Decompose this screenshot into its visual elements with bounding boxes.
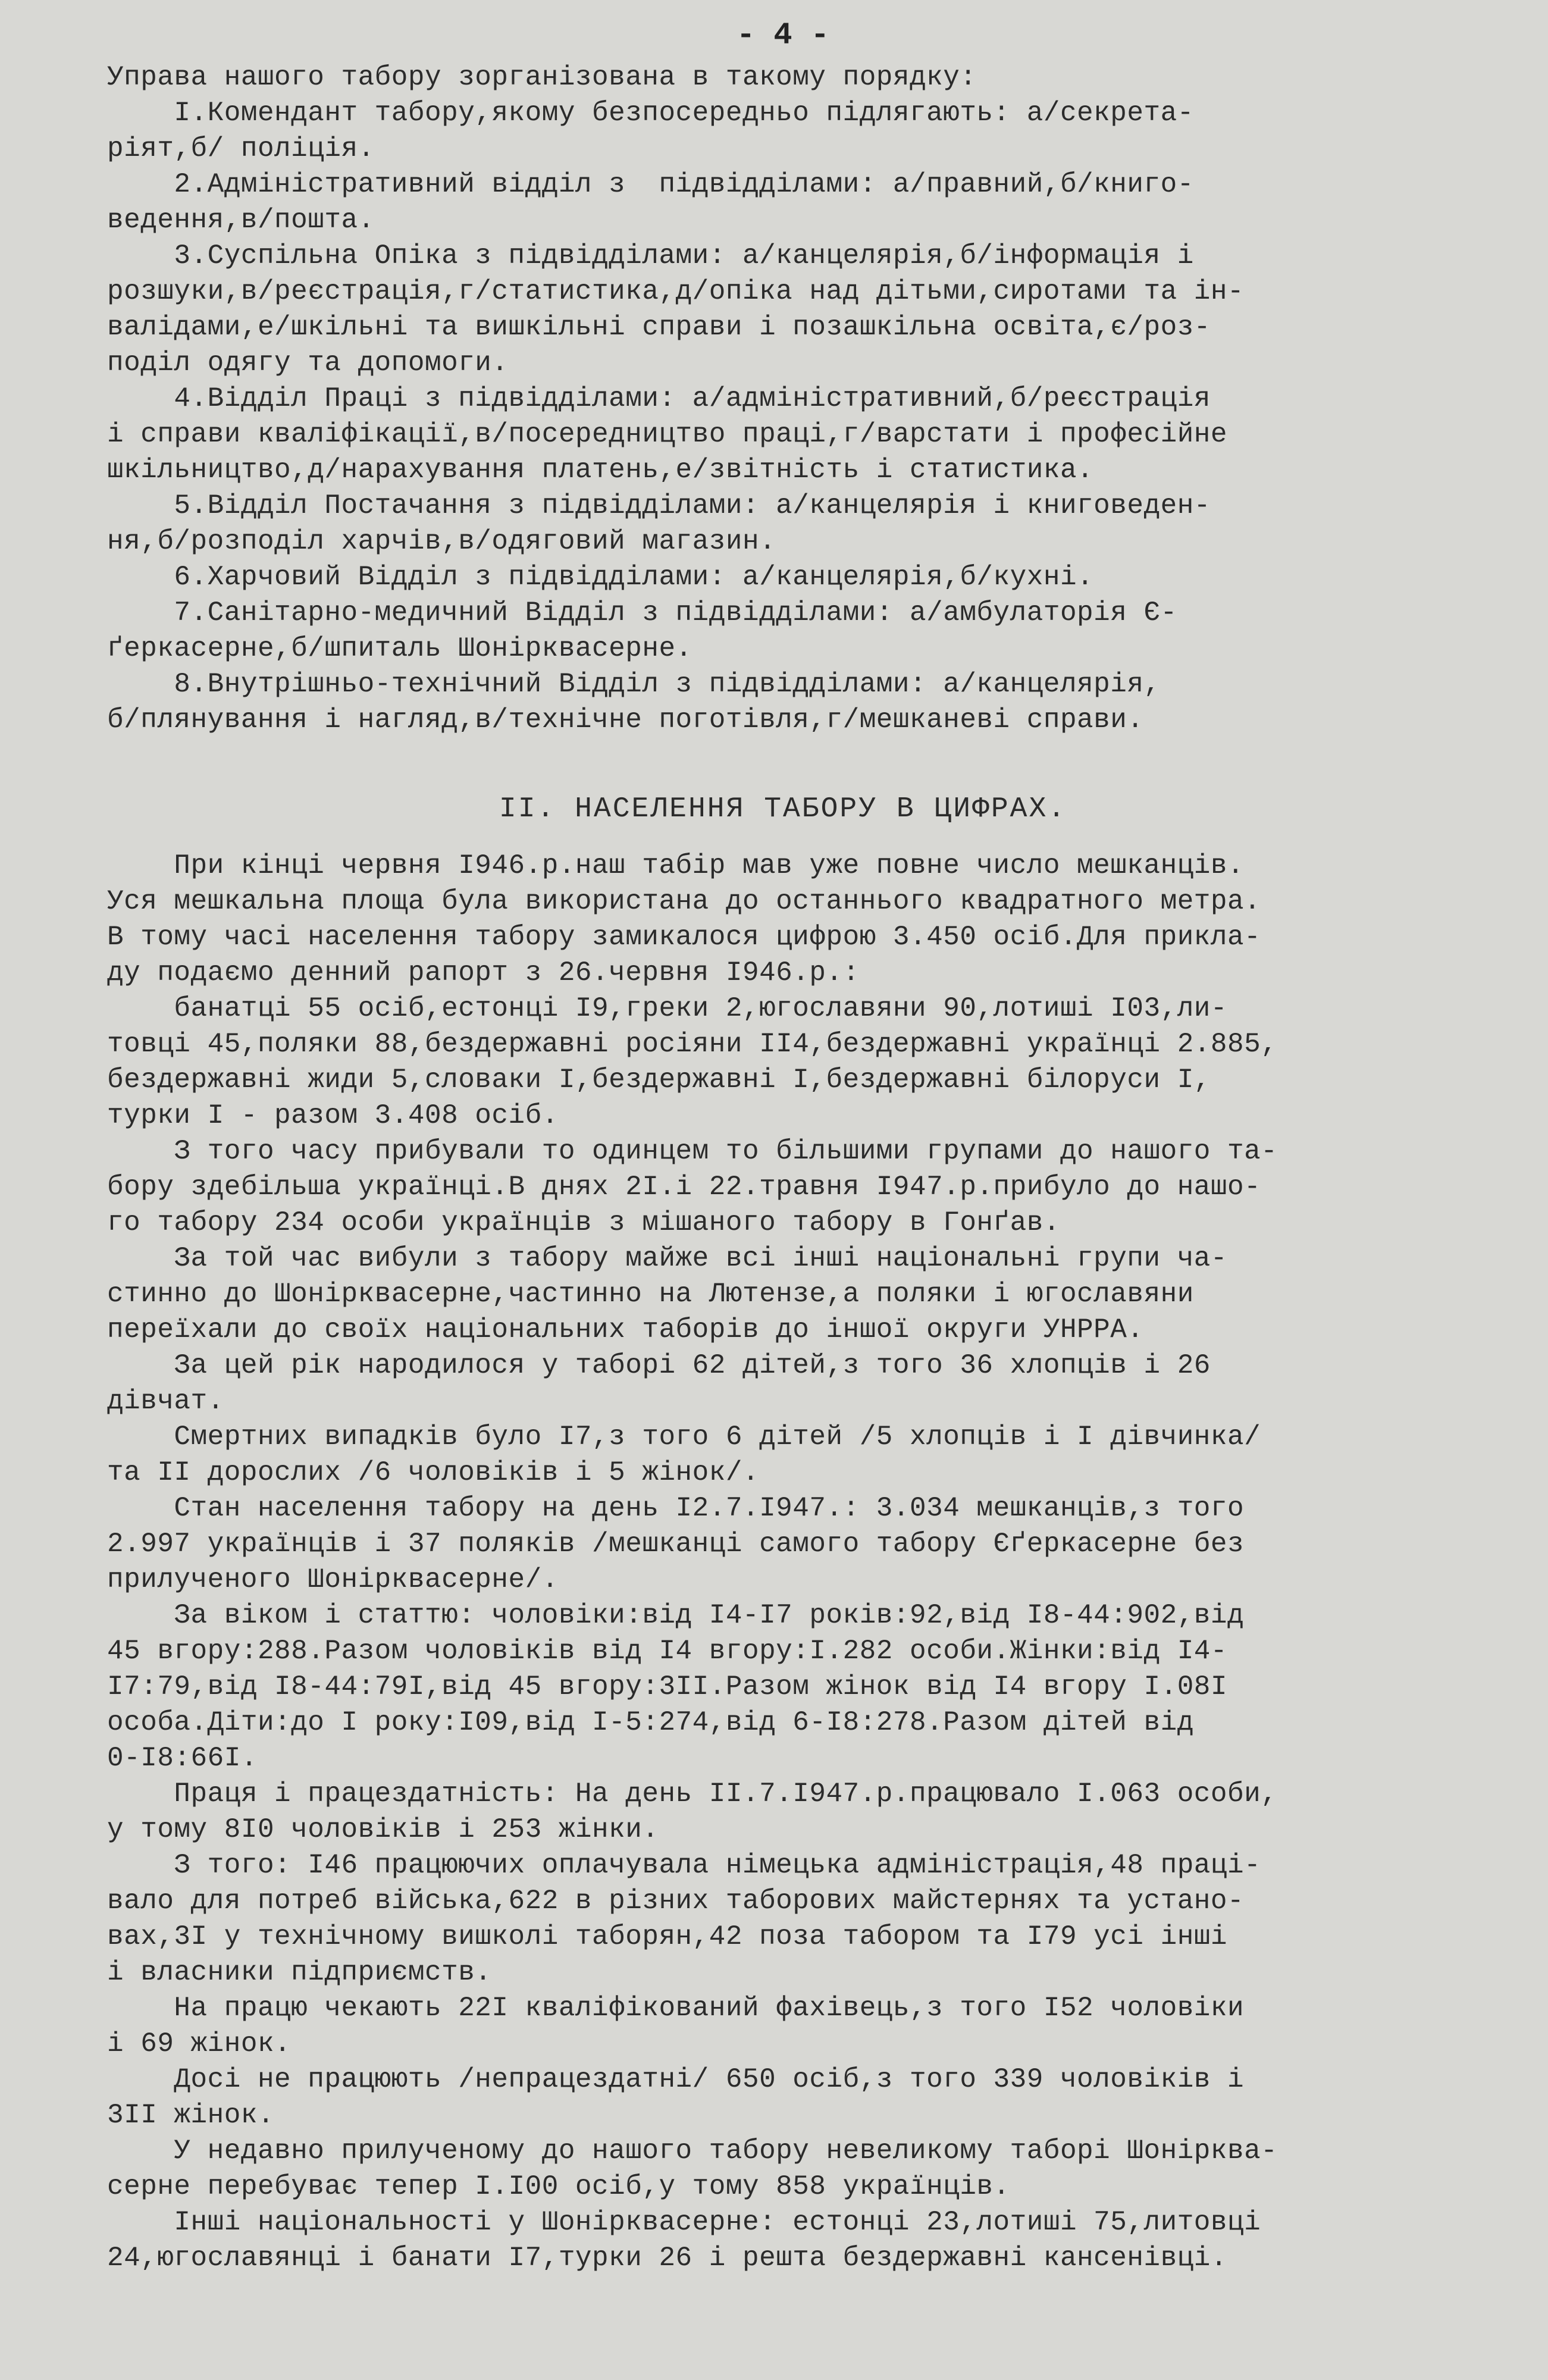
- text-line: І7:79,від І8-44:79І,від 45 вгору:3ІІ.Разом жінок від І4 вгору І.08І: [107, 1671, 1228, 1702]
- text-line: б/плянування і нагляд,в/технічне поготівля,г/мешканеві справи.: [107, 704, 1144, 735]
- text-line: За цей рік народилося у таборі 62 дітей,з того 36 хлопців і 26: [107, 1350, 1211, 1381]
- text-line: вало для потреб війська,622 в різних таборових майстернях та устано-: [107, 1886, 1245, 1916]
- text-line: 7.Санітарно-медичний Відділ з підвідділами: а/амбулаторія Є-: [107, 597, 1177, 628]
- text-line: Стан населення табору на день І2.7.І947.: 3.034 мешканців,з того: [107, 1493, 1245, 1524]
- text-line: валідами,е/шкільні та вишкільні справи і позашкільна освіта,є/роз-: [107, 312, 1211, 343]
- text-line: стинно до Шонірквасерне,частинно на Лютензе,а поляки і югославяни: [107, 1279, 1194, 1310]
- text-line: переїхали до своїх національних таборів до іншої округи УНРРА.: [107, 1314, 1144, 1345]
- text-line: ґеркасерне,б/шпиталь Шонірквасерне.: [107, 633, 692, 664]
- text-line: прилученого Шонірквасерне/.: [107, 1564, 559, 1595]
- text-line: Праця і працездатність: На день ІІ.7.І947.р.працювало І.063 особи,: [107, 1778, 1278, 1809]
- spacer: [107, 738, 1459, 788]
- text-line: При кінці червня І946.р.наш табір мав уже повне число мешканців.: [107, 850, 1245, 881]
- text-line: ведення,в/пошта.: [107, 205, 375, 236]
- text-line: товці 45,поляки 88,бездержавні росіяни ІІ4,бездержавні українці 2.885,: [107, 1029, 1278, 1060]
- text-line: З того часу прибували то одинцем то більшими групами до нашого та-: [107, 1136, 1278, 1167]
- text-line: 8.Внутрішньо-технічний Відділ з підвідділами: а/канцелярія,: [107, 669, 1161, 700]
- section-2-heading: II. НАСЕЛЕННЯ ТАБОРУ В ЦИФРАХ.: [499, 793, 1067, 825]
- text-line: 4.Відділ Праці з підвідділами: а/адміністративний,б/реєстрація: [107, 383, 1211, 414]
- spacer: [107, 830, 1459, 848]
- text-line: розшуки,в/реєстрація,г/статистика,д/опіка над дітьми,сиротами та ін-: [107, 276, 1245, 307]
- text-line: І.Комендант табору,якому безпосередньо підлягають: а/секрета-: [107, 98, 1194, 129]
- text-line: бездержавні жиди 5,словаки І,бездержавні І,бездержавні білоруси І,: [107, 1064, 1211, 1095]
- text-line: Інші національності у Шонірквасерне: естонці 23,лотиші 75,литовці: [107, 2207, 1261, 2238]
- text-line: За той час вибули з табору майже всі інші національні групи ча-: [107, 1243, 1228, 1274]
- page-number: - 4 -: [736, 18, 830, 53]
- text-line: особа.Діти:до І року:І09,від І-5:274,від 6-І8:278.Разом дітей від: [107, 1707, 1194, 1738]
- text-line: поділ одягу та допомоги.: [107, 347, 509, 378]
- text-line: бору здебільша українці.В днях 2І.і 22.травня І947.р.прибуло до нашо-: [107, 1172, 1261, 1202]
- text-line: За віком і статтю: чоловіки:від І4-І7 років:92,від І8-44:902,від: [107, 1600, 1245, 1631]
- text-line: у тому 8І0 чоловіків і 253 жінки.: [107, 1814, 659, 1845]
- text-line: го табору 234 особи українців з мішаного табору в Гонґав.: [107, 1207, 1060, 1238]
- text-line: 45 вгору:288.Разом чоловіків від І4 вгору:І.282 особи.Жінки:від І4-: [107, 1636, 1228, 1667]
- text-line: Уся мешкальна площа була використана до останнього квадратного метра.: [107, 886, 1261, 917]
- section-2-population: [107, 848, 1459, 2276]
- text-line: 3.Суспільна Опіка з підвідділами: а/канцелярія,б/інформація і: [107, 240, 1194, 271]
- text-line: У недавно прилученому до нашого табору невеликому таборі Шонірква-: [107, 2135, 1278, 2166]
- text-line: та ІІ дорослих /6 чоловіків і 5 жінок/.: [107, 1457, 760, 1488]
- text-line: ня,б/розподіл харчів,в/одяговий магазин.: [107, 526, 776, 557]
- text-line: 5.Відділ Постачання з підвідділами: а/канцелярія і книговеден-: [107, 490, 1211, 521]
- text-line: серне перебуває тепер І.І00 осіб,у тому 858 українців.: [107, 2171, 1010, 2202]
- text-line: Управа нашого табору зорганізована в такому порядку:: [107, 62, 977, 93]
- text-line: турки І - разом 3.408 осіб.: [107, 1100, 559, 1131]
- text-line: і справи кваліфікації,в/посередництво праці,г/варстати і професійне: [107, 419, 1228, 450]
- text-line: На працю чекають 22І кваліфікований фахівець,з того І52 чоловіки: [107, 1993, 1245, 2024]
- text-line: банатці 55 осіб,естонці І9,греки 2,югославяни 90,лотиші І03,ли-: [107, 993, 1228, 1024]
- text-line: вах,3І у технічному вишколі таборян,42 поза табором та І79 усі інші: [107, 1921, 1228, 1952]
- text-line: 2.997 українців і 37 поляків /мешканці самого табору Єґеркасерне без: [107, 1529, 1245, 1559]
- text-line: З того: І46 працюючих оплачувала німецька адміністрація,48 праці-: [107, 1850, 1261, 1881]
- text-line: ду подаємо денний рапорт з 26.червня І946.р.:: [107, 957, 860, 988]
- text-line: 0-І8:66І.: [107, 1743, 258, 1774]
- text-line: Досі не працюють /непрацездатні/ 650 осіб,з того 339 чоловіків і: [107, 2064, 1245, 2095]
- text-line: і 69 жінок.: [107, 2028, 292, 2059]
- text-line: 6.Харчовий Відділ з підвідділами: а/канцелярія,б/кухні.: [107, 562, 1094, 593]
- text-line: ріят,б/ поліція.: [107, 133, 375, 164]
- text-line: В тому часі населення табору замикалося цифрою 3.450 осіб.Для прикла-: [107, 922, 1261, 953]
- text-line: шкільництво,д/нарахування платень,е/звітність і статистика.: [107, 455, 1094, 486]
- text-line: Смертних випадків було І7,з того 6 дітей /5 хлопців і І дівчинка/: [107, 1421, 1261, 1452]
- text-line: 24,югославянці і банати І7,турки 26 і решта бездержавні кансенівці.: [107, 2243, 1228, 2273]
- section-1-organization: [107, 60, 1459, 738]
- text-line: дівчат.: [107, 1386, 224, 1417]
- text-line: 2.Адміністративний відділ з підвідділами: а/правний,б/книго-: [107, 169, 1194, 200]
- text-line: і власники підприємств.: [107, 1957, 492, 1988]
- text-line: 3ІІ жінок.: [107, 2100, 275, 2131]
